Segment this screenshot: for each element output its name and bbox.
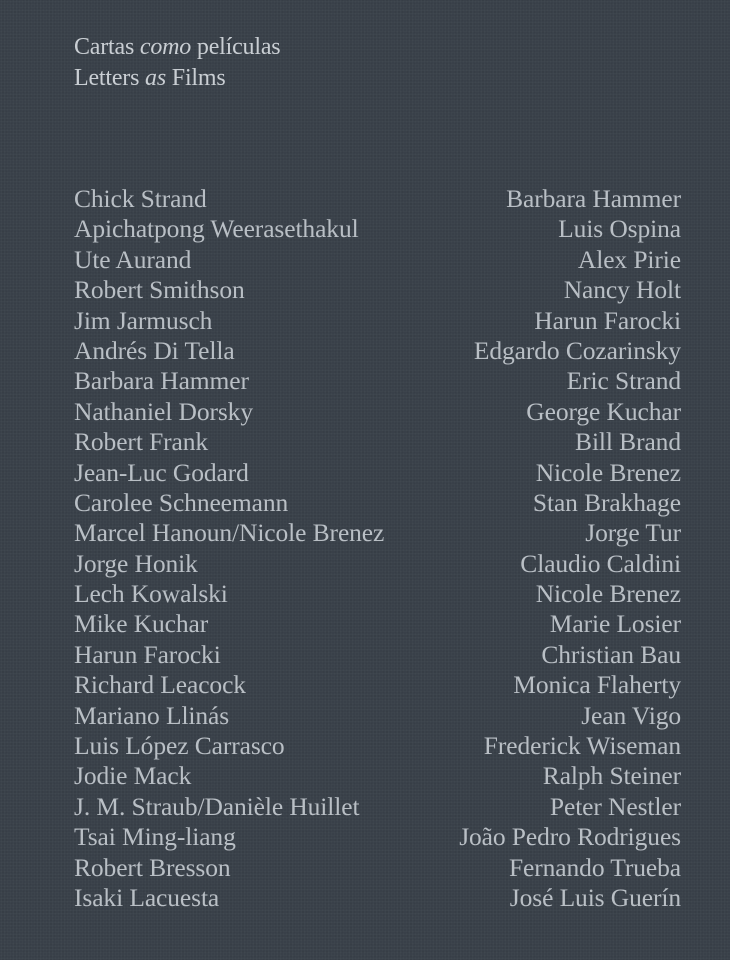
left-column-name: Robert Bresson <box>74 852 231 882</box>
right-column-name: Jean Vigo <box>581 700 681 730</box>
right-column-name: Stan Brakhage <box>532 487 681 517</box>
left-column-name: Andrés Di Tella <box>74 335 235 365</box>
left-column-name: Harun Farocki <box>74 639 221 669</box>
title-block <box>74 32 280 94</box>
left-column-name: Mike Kuchar <box>74 609 209 639</box>
left-column-name: Tsai Ming-liang <box>74 822 236 852</box>
title-english-post: Films <box>166 65 226 91</box>
title-spanish <box>74 32 280 63</box>
right-column-name: Monica Flaherty <box>513 670 681 700</box>
left-column-name: Carolee Schneemann <box>74 487 289 517</box>
left-column-name: Mariano Llinás <box>74 700 230 730</box>
left-name-column <box>74 184 384 913</box>
title-english-italic: as <box>145 65 166 91</box>
right-column-name: José Luis Guerín <box>509 882 681 912</box>
right-column-name: Eric Strand <box>566 366 681 396</box>
right-column-name: Jorge Tur <box>585 518 681 548</box>
left-column-name: Lech Kowalski <box>74 579 228 609</box>
title-english <box>74 63 280 94</box>
title-spanish-pre: Cartas <box>74 34 140 60</box>
left-column-name: Jim Jarmusch <box>74 305 213 335</box>
left-column-name: Luis López Carrasco <box>74 731 285 761</box>
title-english-pre: Letters <box>74 65 146 91</box>
right-column-name: Nancy Holt <box>563 275 681 305</box>
right-column-name: João Pedro Rodrigues <box>459 822 681 852</box>
right-column-name: Barbara Hammer <box>506 184 681 213</box>
left-column-name: Jodie Mack <box>74 761 192 791</box>
right-column-name: Frederick Wiseman <box>483 731 681 761</box>
left-column-name: Jean-Luc Godard <box>74 457 249 487</box>
left-column-name: J. M. Straub/Danièle Huillet <box>74 791 360 821</box>
left-column-name: Apichatpong Weerasethakul <box>74 214 359 244</box>
left-column-name: Isaki Lacuesta <box>74 882 220 912</box>
right-column-name: Peter Nestler <box>549 791 681 821</box>
right-column-name: Ralph Steiner <box>542 761 681 791</box>
right-column-name: George Kuchar <box>526 396 681 426</box>
right-column-name: Marie Losier <box>549 609 681 639</box>
left-column-name: Jorge Honik <box>74 548 198 578</box>
right-column-name: Fernando Trueba <box>508 852 681 882</box>
right-column-name: Christian Bau <box>541 639 681 669</box>
left-column-name: Nathaniel Dorsky <box>74 396 253 426</box>
left-column-name: Ute Aurand <box>74 244 192 274</box>
left-column-name: Chick Strand <box>74 184 207 213</box>
right-column-name: Bill Brand <box>575 427 681 457</box>
right-column-name: Nicole Brenez <box>535 579 681 609</box>
right-column-name: Claudio Caldini <box>520 548 681 578</box>
left-column-name: Barbara Hammer <box>74 366 249 396</box>
right-name-column <box>459 184 681 913</box>
left-column-name: Marcel Hanoun/Nicole Brenez <box>74 518 385 548</box>
left-column-name: Robert Smithson <box>74 275 245 305</box>
right-column-name: Alex Pirie <box>577 244 681 274</box>
title-spanish-post: películas <box>191 34 281 60</box>
right-column-name: Edgardo Cozarinsky <box>473 335 681 365</box>
right-column-name: Harun Farocki <box>534 305 681 335</box>
right-column-name: Nicole Brenez <box>535 457 681 487</box>
left-column-name: Robert Frank <box>74 427 209 457</box>
title-spanish-italic: como <box>139 34 192 60</box>
right-column-name: Luis Ospina <box>558 214 681 244</box>
left-column-name: Richard Leacock <box>74 670 246 700</box>
